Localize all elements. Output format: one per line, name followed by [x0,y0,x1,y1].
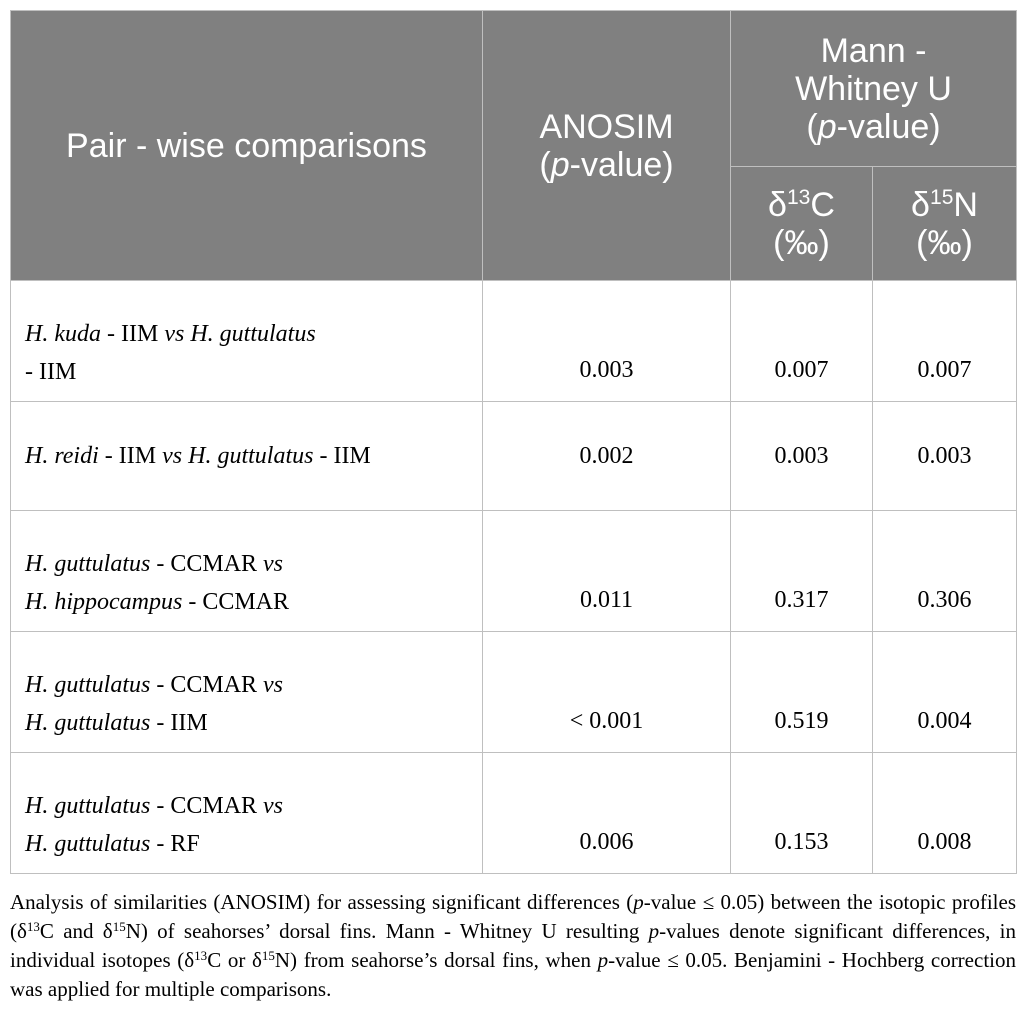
d13c-cell: 0.519 [731,632,873,753]
d13c-cell: 0.317 [731,511,873,632]
header-mann-whitney-u [731,11,1017,167]
anosim-cell: 0.003 [483,281,731,402]
table-row [11,632,1017,753]
header-anosim [483,11,731,281]
pair-cell: H. kuda - IIM vs H. guttulatus - IIM [11,281,483,402]
header-anosim-sub: (p-value) [539,145,674,184]
header-anosim-label: ANOSIM [539,107,674,146]
table-caption: Analysis of similarities (ANOSIM) for assessing significant differences (p-value ≤ 0.05) between the isotopic profiles ($\delta^{13}C$ and $\delta^{15}N$) of seahorses’ dorsal fins. Mann - Whitney U resulting p-values denote significant differences, in individual isotopes ($\delta^{13}C$ or $\delta^{15}N$) from seahorse’s dorsal fins, when p-value ≤ 0.05. Benjamini - Hochberg correction was applied for multiple comparisons. [10,890,1016,1001]
pair-cell: H. guttulatus - CCMAR vs H. hippocampus - CCMAR [11,511,483,632]
header-pair-wise-comparisons [11,11,483,281]
table-row [11,511,1017,632]
header-mwu-sub: (p-value) [806,107,941,146]
anosim-cell: < 0.001 [483,632,731,753]
d15n-cell: 0.306 [873,511,1017,632]
header-d15n: $\delta^{15}N$ (‰) [873,167,1017,281]
pair-cell: H. guttulatus - CCMAR vs H. guttulatus - IIM [11,632,483,753]
header-mwu-line1: Mann - [820,31,927,70]
d13c-cell: 0.153 [731,753,873,874]
table-container [10,10,1016,1025]
pair-cell: H. reidi - IIM vs H. guttulatus - IIM [11,402,483,511]
comparison-table [10,10,1017,874]
header-d13c: $\delta^{13}C$ (‰) [731,167,873,281]
header-pair-label: Pair - wise comparisons [66,126,427,165]
d15n-cell: 0.007 [873,281,1017,402]
anosim-cell: 0.002 [483,402,731,511]
header-mwu-line2: Whitney U [795,69,952,108]
d15n-cell: 0.008 [873,753,1017,874]
d15n-cell: 0.004 [873,632,1017,753]
table-row [11,281,1017,402]
d15n-cell: 0.003 [873,402,1017,511]
table-row [11,402,1017,511]
table-row [11,753,1017,874]
anosim-cell: 0.011 [483,511,731,632]
anosim-cell: 0.006 [483,753,731,874]
d13c-cell: 0.007 [731,281,873,402]
d13c-cell: 0.003 [731,402,873,511]
pair-cell: H. guttulatus - CCMAR vs H. guttulatus - RF [11,753,483,874]
